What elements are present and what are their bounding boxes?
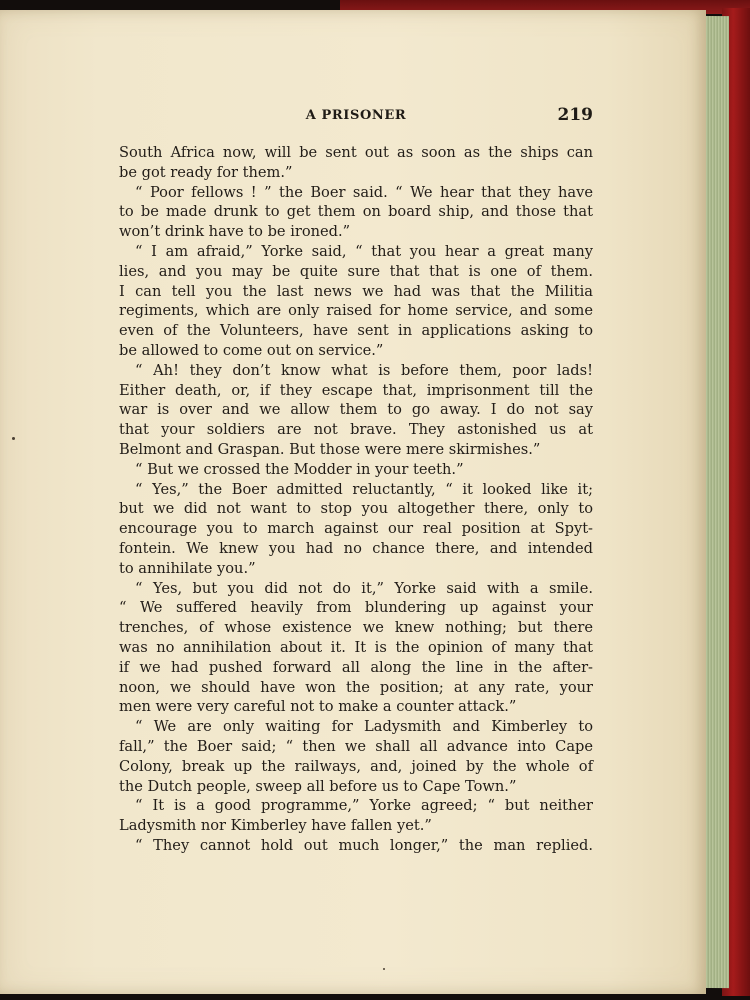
text-line: “ But we crossed the Modder in your teeth.” xyxy=(135,460,464,478)
text-line: trenches, of whose existence we knew nothing; but there xyxy=(119,619,593,637)
text-line: “ They cannot hold out much longer,” the man replied. xyxy=(135,836,593,854)
text-line: noon, we should have won the position; at any rate, your xyxy=(119,678,593,696)
text-line: that your soldiers are not brave. They astonished us at xyxy=(119,421,593,439)
text-line: be got ready for them.” xyxy=(119,163,293,181)
paper-speck xyxy=(383,968,385,970)
text-line: “ Ah! they don’t know what is before them, poor lads! xyxy=(135,361,593,379)
text-line: Ladysmith nor Kimberley have fallen yet.” xyxy=(119,817,432,835)
paper-speck xyxy=(12,437,15,440)
text-line: “ We suffered heavily from blundering up against your xyxy=(119,599,593,617)
text-line: men were very careful not to make a counter attack.” xyxy=(119,698,517,716)
text-line: lies, and you may be quite sure that that is one of them. xyxy=(119,262,593,280)
text-line: fall,” the Boer said; “ then we shall all advance into Cape xyxy=(119,737,593,755)
text-line: I can tell you the last news we had was that the Militia xyxy=(119,282,593,300)
text-line: was no annihilation about it. It is the opinion of many that xyxy=(119,638,593,656)
text-line: “ I am afraid,” Yorke said, “ that you hear a great many xyxy=(135,242,593,260)
text-line: to be made drunk to get them on board ship, and those that xyxy=(119,203,593,221)
body-text xyxy=(119,143,593,856)
page-number: 219 xyxy=(557,105,593,125)
text-line: be allowed to come out on service.” xyxy=(119,341,384,359)
text-line: even of the Volunteers, have sent in applications asking to xyxy=(119,322,593,340)
text-line: Colony, break up the railways, and, joined by the whole of xyxy=(119,757,593,775)
text-line: if we had pushed forward all along the line in the after- xyxy=(119,658,593,676)
text-line: encourage you to march against our real position at Spyt- xyxy=(119,520,593,538)
running-head xyxy=(119,103,593,127)
text-line: “ It is a good programme,” Yorke agreed; “ but neither xyxy=(135,797,593,815)
text-line: the Dutch people, sweep all before us to Cape Town.” xyxy=(119,777,517,795)
text-line: won’t drink have to be ironed.” xyxy=(119,223,351,241)
text-line: “ Yes,” the Boer admitted reluctantly, “ it looked like it; xyxy=(135,480,593,498)
text-line: “ Yes, but you did not do it,” Yorke said with a smile. xyxy=(135,579,593,597)
text-line: “ We are only waiting for Ladysmith and Kimberley to xyxy=(135,718,593,736)
text-line: fontein. We knew you had no chance there, and intended xyxy=(119,539,593,557)
text-line: Either death, or, if they escape that, imprisonment till the xyxy=(119,381,593,399)
text-line: to annihilate you.” xyxy=(119,559,256,577)
text-line: “ Poor fellows ! ” the Boer said. “ We hear that they have xyxy=(135,183,593,201)
text-line: South Africa now, will be sent out as soon as the ships can xyxy=(119,144,593,161)
text-line: but we did not want to stop you altogether there, only to xyxy=(119,500,593,518)
text-line: regiments, which are only raised for home service, and some xyxy=(119,302,593,320)
running-title: A PRISONER xyxy=(305,108,407,123)
text-line: war is over and we allow them to go away. I do not say xyxy=(119,401,593,419)
text-line: Belmont and Graspan. But those were mere skirmishes.” xyxy=(119,440,541,458)
